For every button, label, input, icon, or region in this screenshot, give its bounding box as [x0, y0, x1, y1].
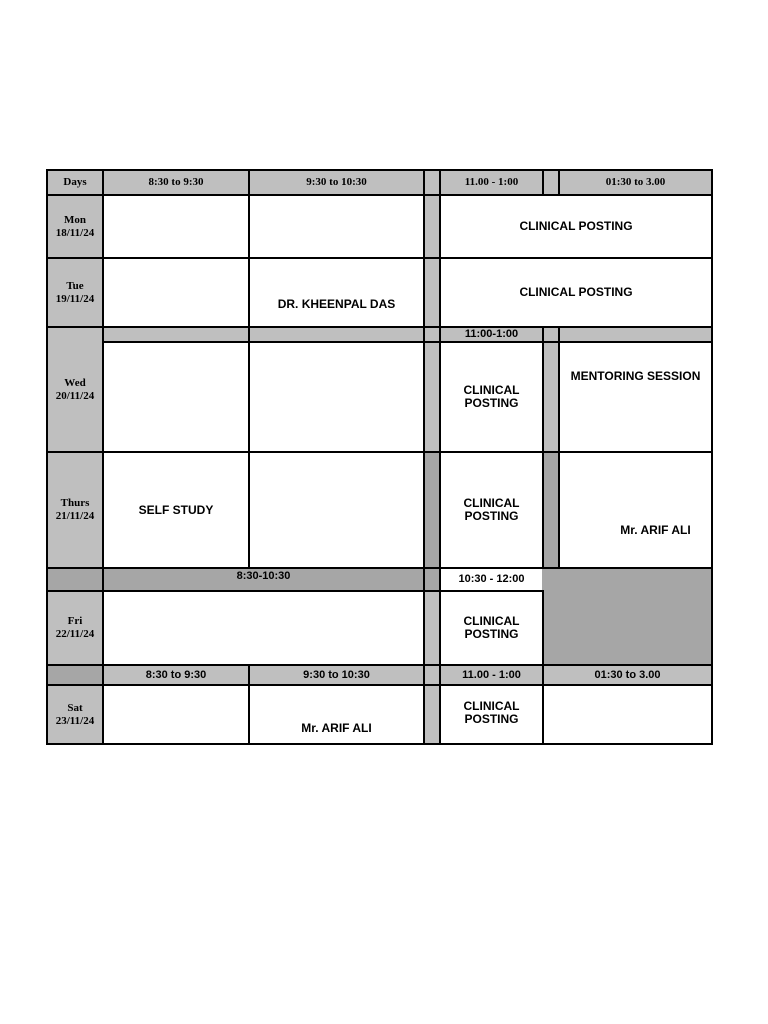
mon-afternoon: CLINICAL POSTING — [439, 194, 713, 259]
header-slot3: 11.00 - 1:00 — [439, 169, 544, 196]
fri-subheader-days — [46, 567, 104, 592]
sat-slot1 — [102, 684, 250, 745]
fri-blocked-afternoon — [542, 567, 713, 666]
sat-slot4 — [542, 684, 713, 745]
day-date: 19/11/24 — [55, 292, 95, 305]
thu-slot4: Mr. ARIF ALI — [558, 451, 713, 569]
sat-subheader-slot2: 9:30 to 10:30 — [248, 664, 425, 686]
day-cell-thu — [46, 451, 104, 569]
fri-subheader-slot3: 10:30 - 12:00 — [439, 567, 544, 592]
wed-subheader-slot3: 11:00-1:00 — [439, 326, 544, 343]
day-name: Wed — [64, 376, 86, 389]
sat-subheader-slot3: 11.00 - 1:00 — [439, 664, 544, 686]
day-date: 18/11/24 — [55, 226, 95, 239]
mon-slot2 — [248, 194, 425, 259]
wed-slot2 — [248, 341, 425, 453]
day-cell-sat — [46, 684, 104, 745]
tue-slot1 — [102, 257, 250, 328]
day-cell-mon — [46, 194, 104, 259]
tue-afternoon: CLINICAL POSTING — [439, 257, 713, 328]
header-days: Days — [46, 169, 104, 196]
wed-slot4: MENTORING SESSION — [558, 341, 713, 453]
fri-morning — [102, 590, 425, 666]
fri-slot3: CLINICAL POSTING — [439, 590, 544, 666]
header-slot2: 9:30 to 10:30 — [248, 169, 425, 196]
sat-subheader-days — [46, 664, 104, 686]
day-cell-fri — [46, 590, 104, 666]
header-slot1: 8:30 to 9:30 — [102, 169, 250, 196]
wed-slot3: CLINICAL POSTING — [439, 341, 544, 453]
fri-subheader-morning: 8:30-10:30 — [102, 567, 425, 592]
day-name: Fri — [67, 615, 83, 627]
day-name: Tue — [66, 279, 84, 292]
day-date: 22/11/24 — [55, 628, 95, 640]
sat-slot2: Mr. ARIF ALI — [248, 684, 425, 745]
wed-slot1 — [102, 341, 250, 453]
day-name: Sat — [67, 701, 83, 714]
day-date: 23/11/24 — [55, 714, 95, 727]
tue-slot2: DR. KHEENPAL DAS — [248, 257, 425, 328]
sat-slot3: CLINICAL POSTING — [439, 684, 544, 745]
mon-slot1 — [102, 194, 250, 259]
sat-subheader-slot1: 8:30 to 9:30 — [102, 664, 250, 686]
thu-slot1: SELF STUDY — [102, 451, 250, 569]
day-name: Thurs — [60, 497, 90, 509]
day-date: 20/11/24 — [55, 389, 95, 402]
thu-slot2 — [248, 451, 425, 569]
day-name: Mon — [64, 213, 86, 226]
thu-slot3: CLINICAL POSTING — [439, 451, 544, 569]
day-cell-tue — [46, 257, 104, 328]
sat-subheader-slot4: 01:30 to 3.00 — [542, 664, 713, 686]
day-date: 21/11/24 — [55, 510, 95, 522]
header-slot4: 01:30 to 3.00 — [558, 169, 713, 196]
day-cell-wed — [46, 326, 104, 453]
